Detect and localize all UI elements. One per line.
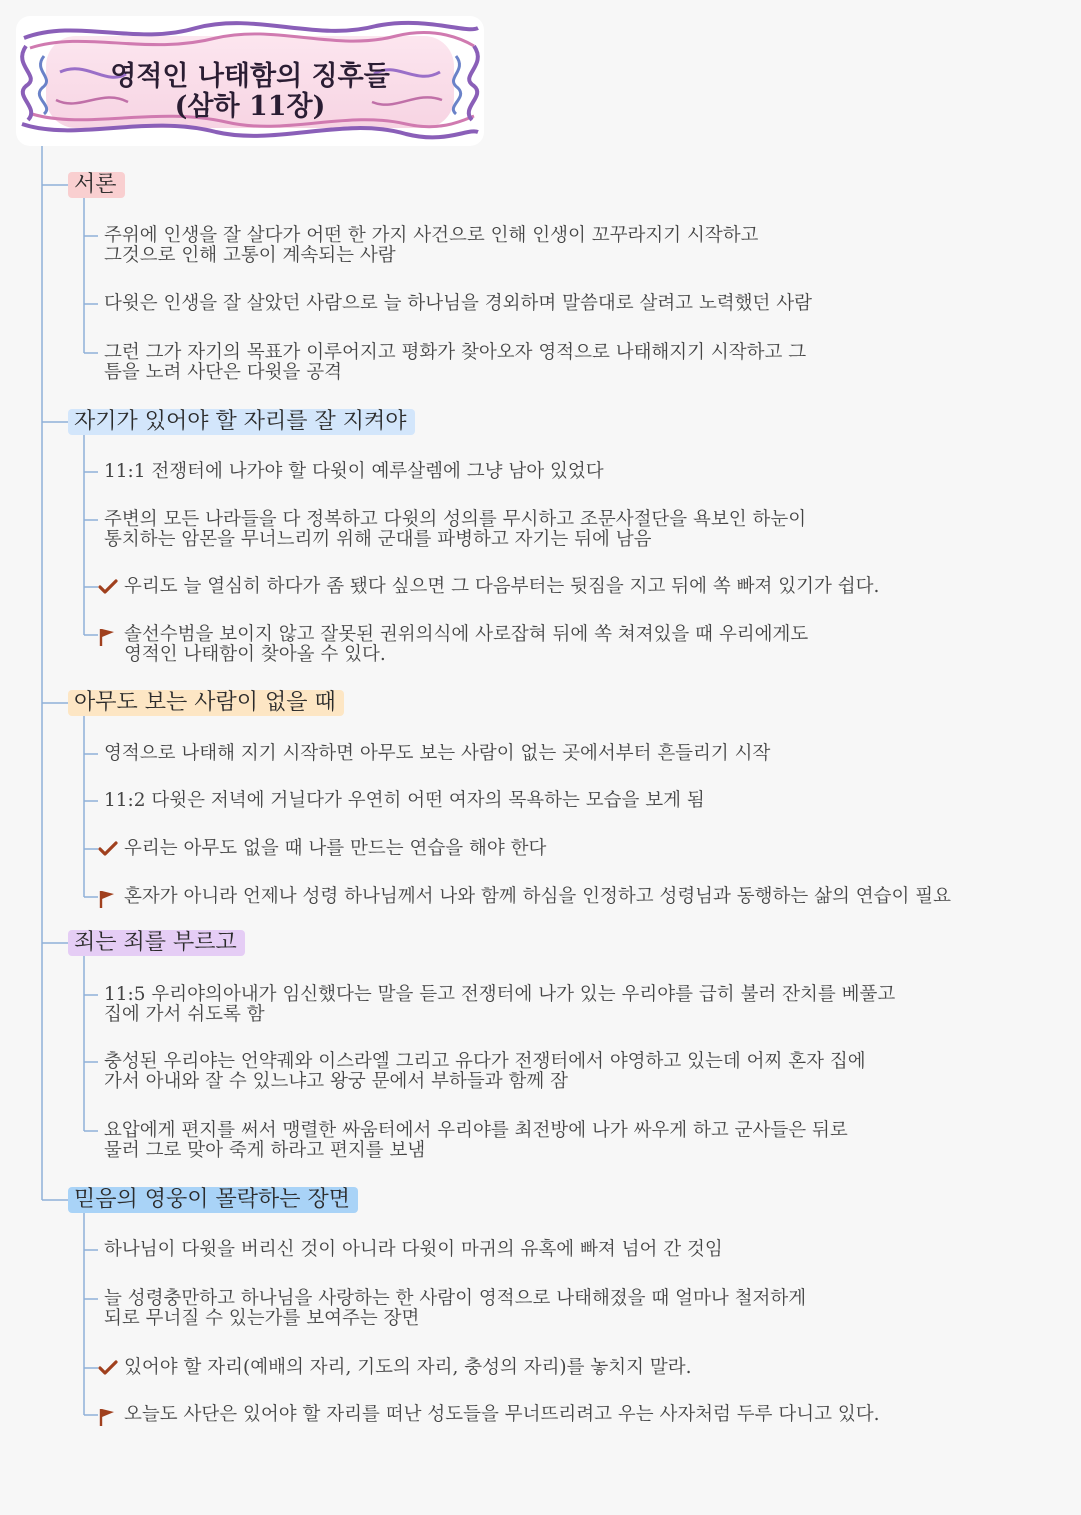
topic-item[interactable]: [104, 510, 806, 550]
topic-item-line: 우리는 아무도 없을 때 나를 만드는 연습을 해야 한다: [124, 838, 547, 859]
topic-item[interactable]: [124, 839, 546, 859]
topic-item-line: 솔선수범을 보이지 않고 잘못된 권위의식에 사로잡혀 뒤에 쏙 쳐져있을 때 우리에게도: [124, 624, 809, 645]
topic-item-line: 하나님이 다윗을 버리신 것이 아니라 다윗이 마귀의 유혹에 빠져 넘어 간 것임: [104, 1239, 723, 1260]
topic-item-line: 있어야 할 자리(예배의 자리, 기도의 자리, 충성의 자리)를 놓치지 말라.: [124, 1357, 692, 1378]
topic-item[interactable]: [124, 625, 808, 665]
topic-item-line: 되로 무너질 수 있는가를 보여주는 장면: [104, 1308, 420, 1329]
topic-item-line: 11:1 전쟁터에 나가야 할 다윗이 예루살렘에 그냥 남아 있었다: [104, 461, 604, 482]
title-line-2: (삼하 11장): [174, 91, 326, 122]
topic-item[interactable]: [124, 887, 951, 907]
topic-item[interactable]: [104, 226, 758, 266]
topic-item-line: 그런 그가 자기의 목표가 이루어지고 평화가 찾아오자 영적으로 나태해지기 시작하고 그: [104, 342, 807, 363]
topic-item-line: 11:2 다윗은 저녁에 거닐다가 우연히 어떤 여자의 목욕하는 모습을 보게 됨: [104, 790, 705, 811]
title-line-1: 영적인 나태함의 징후들: [110, 61, 390, 92]
topic-item[interactable]: [104, 343, 806, 383]
topic-item-line: 주위에 인생을 잘 살다가 어떤 한 가지 사건으로 인해 인생이 꼬꾸라지기 시작하고: [104, 225, 759, 246]
title-card: [16, 16, 484, 146]
section-node[interactable]: 아무도 보는 사람이 없을 때: [68, 690, 344, 716]
topic-item[interactable]: [124, 577, 879, 597]
topic-item-line: 우리도 늘 열심히 하다가 좀 됐다 싶으면 그 다음부터는 뒷짐을 지고 뒤에 쏙 빠져 있기가 쉽다.: [124, 576, 880, 597]
topic-item-line: 요압에게 편지를 써서 맹렬한 싸움터에서 우리야를 최전방에 나가 싸우게 하고 군사들은 뒤로: [104, 1120, 848, 1141]
topic-item-line: 충성된 우리야는 언약궤와 이스라엘 그리고 유다가 전쟁터에서 야영하고 있는데 어찌 혼자 집에: [104, 1051, 866, 1072]
topic-item-line: 틈을 노려 사단은 다윗을 공격: [104, 362, 342, 383]
topic-item-line: 11:5 우리야의아내가 임신했다는 말을 듣고 전쟁터에 나가 있는 우리야를 급히 불러 잔치를 베풀고: [104, 984, 896, 1005]
flag-icon: [98, 889, 116, 913]
section-node[interactable]: 믿음의 영웅이 몰락하는 장면: [68, 1187, 358, 1213]
topic-item-line: 물러 그로 맞아 죽게 하라고 편지를 보냄: [104, 1140, 426, 1161]
topic-item-line: 영적인 나태함이 찾아올 수 있다.: [124, 644, 386, 665]
topic-item[interactable]: [124, 1405, 880, 1425]
check-icon: [98, 579, 118, 599]
topic-item-line: 오늘도 사단은 있어야 할 자리를 떠난 성도들을 무너뜨리려고 우는 사자처럼 두루 다니고 있다.: [124, 1404, 880, 1425]
topic-item-line: 주변의 모든 나라들을 다 정복하고 다윗의 성의를 무시하고 조문사절단을 욕보인 하눈이: [104, 509, 807, 530]
section-node[interactable]: 서론: [68, 172, 125, 198]
topic-item-line: 그것으로 인해 고통이 계속되는 사람: [104, 245, 396, 266]
topic-item-line: 다윗은 인생을 잘 살았던 사람으로 늘 하나님을 경외하며 말씀대로 살려고 노력했던 사람: [104, 293, 813, 314]
flag-icon: [98, 627, 116, 651]
topic-item[interactable]: [104, 1240, 723, 1260]
topic-item[interactable]: [104, 462, 604, 482]
topic-item-line: 혼자가 아니라 언제나 성령 하나님께서 나와 함께 하심을 인정하고 성령님과 동행하는 삶의 연습이 필요: [124, 886, 952, 907]
section-node[interactable]: 죄는 죄를 부르고: [68, 930, 245, 956]
topic-item-line: 가서 아내와 잘 수 있느냐고 왕궁 문에서 부하들과 함께 잠: [104, 1071, 568, 1092]
topic-item-line: 영적으로 나태해 지기 시작하면 아무도 보는 사람이 없는 곳에서부터 흔들리기 시작: [104, 743, 771, 764]
section-node[interactable]: 자기가 있어야 할 자리를 잘 지켜야: [68, 409, 415, 435]
topic-item[interactable]: [124, 1358, 692, 1378]
topic-item[interactable]: [104, 1121, 848, 1161]
flag-icon: [98, 1407, 116, 1431]
topic-item[interactable]: [104, 744, 770, 764]
topic-item[interactable]: [104, 985, 895, 1025]
page-title: [16, 62, 484, 122]
check-icon: [98, 1360, 118, 1380]
topic-item-line: 늘 성령충만하고 하나님을 사랑하는 한 사람이 영적으로 나태해졌을 때 얼마나 철저하게: [104, 1288, 807, 1309]
topic-item[interactable]: [104, 1289, 806, 1329]
topic-item[interactable]: [104, 791, 705, 811]
topic-item-line: 통치하는 암몬을 무너느리끼 위해 군대를 파병하고 자기는 뒤에 남음: [104, 529, 652, 550]
topic-item[interactable]: [104, 294, 812, 314]
topic-item[interactable]: [104, 1052, 866, 1092]
topic-item-line: 집에 가서 쉬도록 함: [104, 1004, 265, 1025]
check-icon: [98, 841, 118, 861]
